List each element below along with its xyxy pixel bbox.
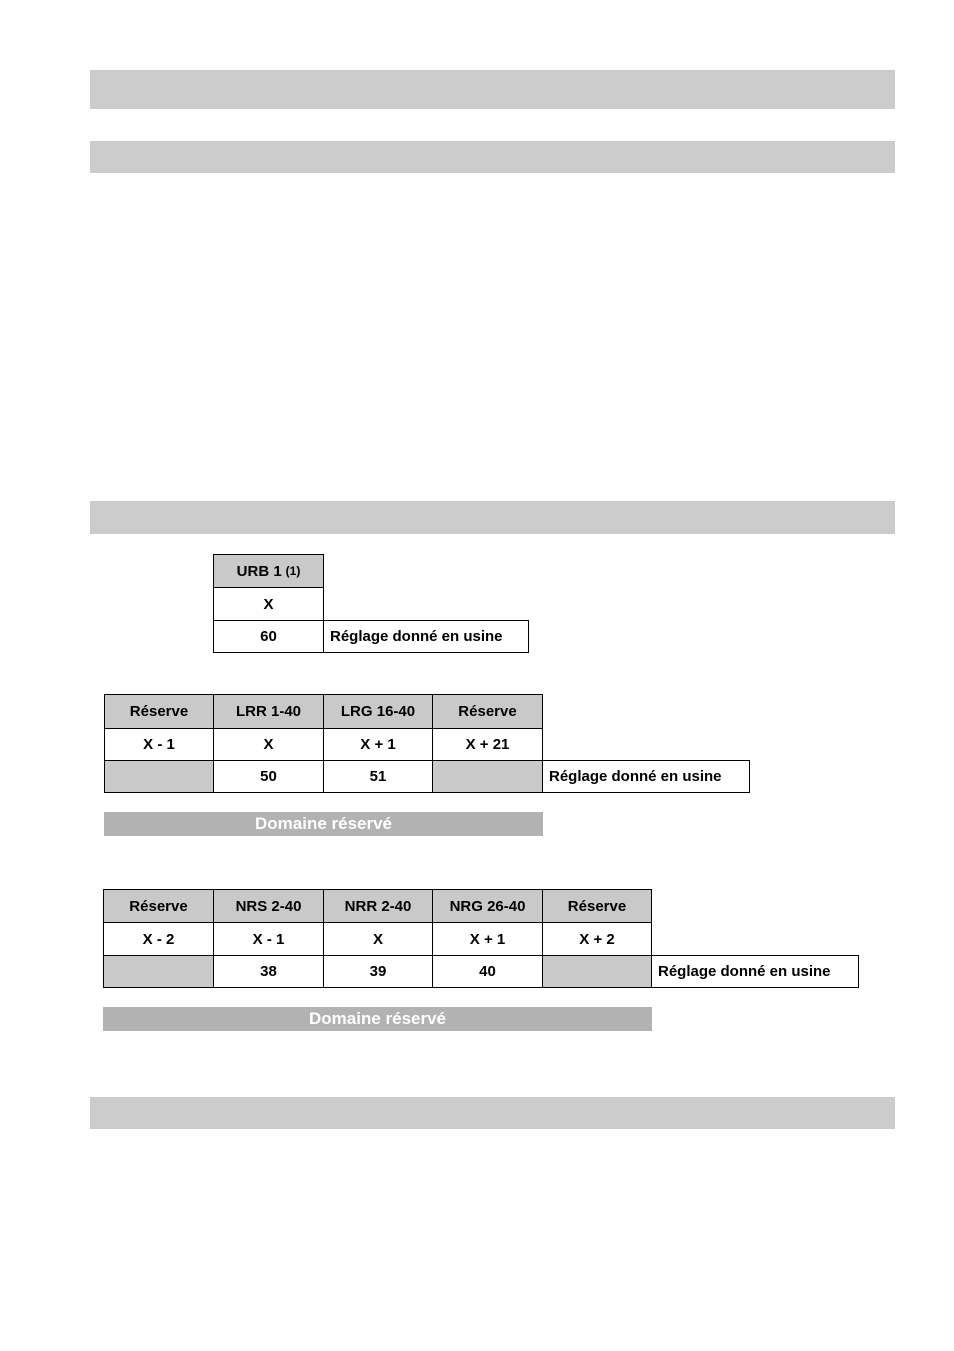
lr-position-2: X + 1 [323, 728, 433, 761]
urb-value-cell: 60 [213, 620, 324, 653]
nr-header-0: Réserve [103, 889, 214, 923]
lr-header-3: Réserve [432, 694, 543, 729]
urb-header-cell [213, 554, 324, 588]
lr-header-0: Réserve [104, 694, 214, 729]
nr-value-0 [103, 955, 214, 988]
urb-header-footnote: (1) [285, 564, 301, 578]
lr-value-3 [432, 760, 543, 793]
nr-position-4: X + 2 [542, 922, 652, 956]
nr-header-1: NRS 2-40 [213, 889, 324, 923]
urb-header-label: URB 1 [236, 562, 282, 580]
lr-position-0: X - 1 [104, 728, 214, 761]
section-band-4 [90, 1097, 895, 1129]
lr-value-0 [104, 760, 214, 793]
nr-header-4: Réserve [542, 889, 652, 923]
nr-header-2: NRR 2-40 [323, 889, 433, 923]
lr-value-2: 51 [323, 760, 433, 793]
nr-position-1: X - 1 [213, 922, 324, 956]
lr-factory-setting-note: Réglage donné en usine [542, 760, 750, 793]
section-band-1 [90, 70, 895, 109]
nr-value-1: 38 [213, 955, 324, 988]
lr-reserved-domain-bar: Domaine réservé [104, 812, 543, 836]
nr-reserved-domain-bar: Domaine réservé [103, 1007, 652, 1031]
nr-value-3: 40 [432, 955, 543, 988]
section-band-3 [90, 501, 895, 534]
nr-value-4 [542, 955, 652, 988]
section-band-2 [90, 141, 895, 173]
lr-header-2: LRG 16-40 [323, 694, 433, 729]
urb-position-cell: X [213, 587, 324, 621]
lr-position-1: X [213, 728, 324, 761]
nr-factory-setting-note: Réglage donné en usine [651, 955, 859, 988]
nr-header-3: NRG 26-40 [432, 889, 543, 923]
nr-position-2: X [323, 922, 433, 956]
nr-value-2: 39 [323, 955, 433, 988]
nr-position-3: X + 1 [432, 922, 543, 956]
lr-header-1: LRR 1-40 [213, 694, 324, 729]
lr-value-1: 50 [213, 760, 324, 793]
urb-factory-setting-note: Réglage donné en usine [323, 620, 529, 653]
nr-position-0: X - 2 [103, 922, 214, 956]
lr-position-3: X + 21 [432, 728, 543, 761]
